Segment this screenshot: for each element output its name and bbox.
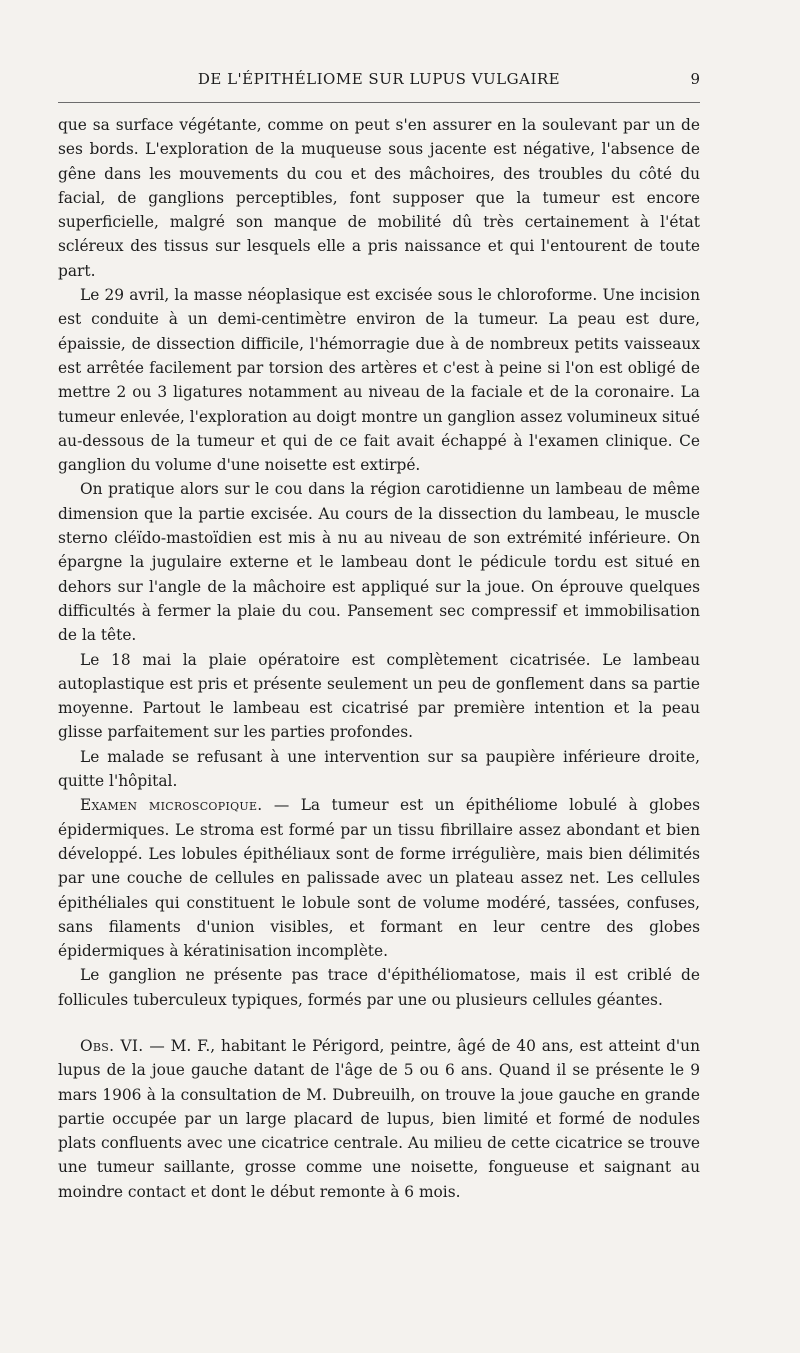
microscopic-exam-label: Examen microscopique.: [80, 796, 263, 815]
paragraph: Le 29 avril, la masse néoplasique est excisée sous le chloroforme. Une incision est conduite à un demi-centimètre environ de la tumeur. La peau est dure, épaissie, de dissection difficile, l'hémorragie due à de nombreux petits vaisseaux est arrêtée facilement par torsion des artères et c'est à peine si l'on est obligé de mettre 2 ou 3 ligatures notamment au niveau de la faciale et de la coronaire. La tumeur enlevée, l'exploration au doigt montre un ganglion assez volumineux situé au-dessous de la tumeur et qui de ce fait avait échappé à l'examen clinique. Ce ganglion du volume d'une noisette est extirpé.: [58, 286, 701, 475]
section-spacer: [58, 1012, 700, 1034]
ganglion-paragraph: Le ganglion ne présente pas trace d'épithéliomatose, mais il est criblé de follicules tuberculeux typiques, formés par une ou plusieurs cellules géantes.: [58, 966, 700, 1009]
case-vi-label: Obs. VI.: [80, 1036, 144, 1055]
case-vi-paragraph: [58, 1034, 700, 1204]
paragraph: que sa surface végétante, comme on peut s'en assurer en la soulevant par un de ses bords. L'exploration de la muqueuse sous jacente est négative, l'absence de gêne dans les mouvements du cou et des mâchoires, des troubles du côté du facial, de ganglions perceptibles, font supposer que la tumeur est encore superficielle, malgré son manque de mobilité dû très certainement à l'état scléreux des tissus sur lesquels elle a pris naissance et qui l'entourent de toute part.: [58, 116, 700, 280]
paragraph: On pratique alors sur le cou dans la région carotidienne un lambeau de même dimension que la partie excisée. Au cours de la dissection du lambeau, le muscle sterno cléïdo-mastoïdien est mis à nu au niveau de son extrémité inférieure. On épargne la jugulaire externe et le lambeau dont le pédicule tordu est situé en dehors sur l'angle de la mâchoire est appliqué sur la joue. On éprouve quelques difficultés à fermer la plaie du cou. Pansement sec compressif et immobilisation de la tête.: [58, 480, 700, 645]
microscopic-exam-text: — La tumeur est un épithéliome lobulé à globes épidermiques. Le stroma est formé par un tissu fibrillaire assez abondant et bien développé. Les lobules épithéliaux sont de forme irrégulière, mais bien délimités par une couche de cellules en palissade avec un plateau assez net. Les cellules épithéliales qui constituent le lobule sont de volume modéré, tassées, confuses, sans filaments d'union visibles, et formant en leur centre des globes épidermiques à kératinisation incomplète.: [58, 796, 700, 961]
page-number: 9: [690, 70, 700, 88]
microscopic-exam-paragraph: [58, 793, 700, 963]
running-title: DE L'ÉPITHÉLIOME SUR LUPUS VULGAIRE: [197, 70, 561, 88]
document-page: [58, 62, 700, 1204]
case-vi-text: — M. F., habitant le Périgord, peintre, âgé de 40 ans, est atteint d'un lupus de la joue gauche datant de l'âge de 5 ou 6 ans. Quand il se présente le 9 mars 1906 à la consultation de M. Dubreuilh, on trouve la joue gauche en grande partie occupée par un large placard de lupus, bien limité et formé de nodules plats confluents avec une cicatrice centrale. Au milieu de cette cicatrice se trouve une tumeur saillante, grosse comme une noisette, fongueuse et saignant au moindre contact et dont le début remonte à 6 mois.: [58, 1036, 700, 1201]
paragraph: Le malade se refusant à une intervention sur sa paupière inférieure droite, quitte l'hôpital.: [58, 747, 700, 791]
paragraph: Le 18 mai la plaie opératoire est complètement cicatrisée. Le lambeau autoplastique est pris et présente seulement un peu de gonflement dans sa partie moyenne. Partout le lambeau est cicatrisé par première intention et la peau glisse parfaitement sur les parties profondes.: [58, 650, 700, 742]
document-body: [58, 103, 700, 1204]
page-header: [58, 62, 700, 103]
